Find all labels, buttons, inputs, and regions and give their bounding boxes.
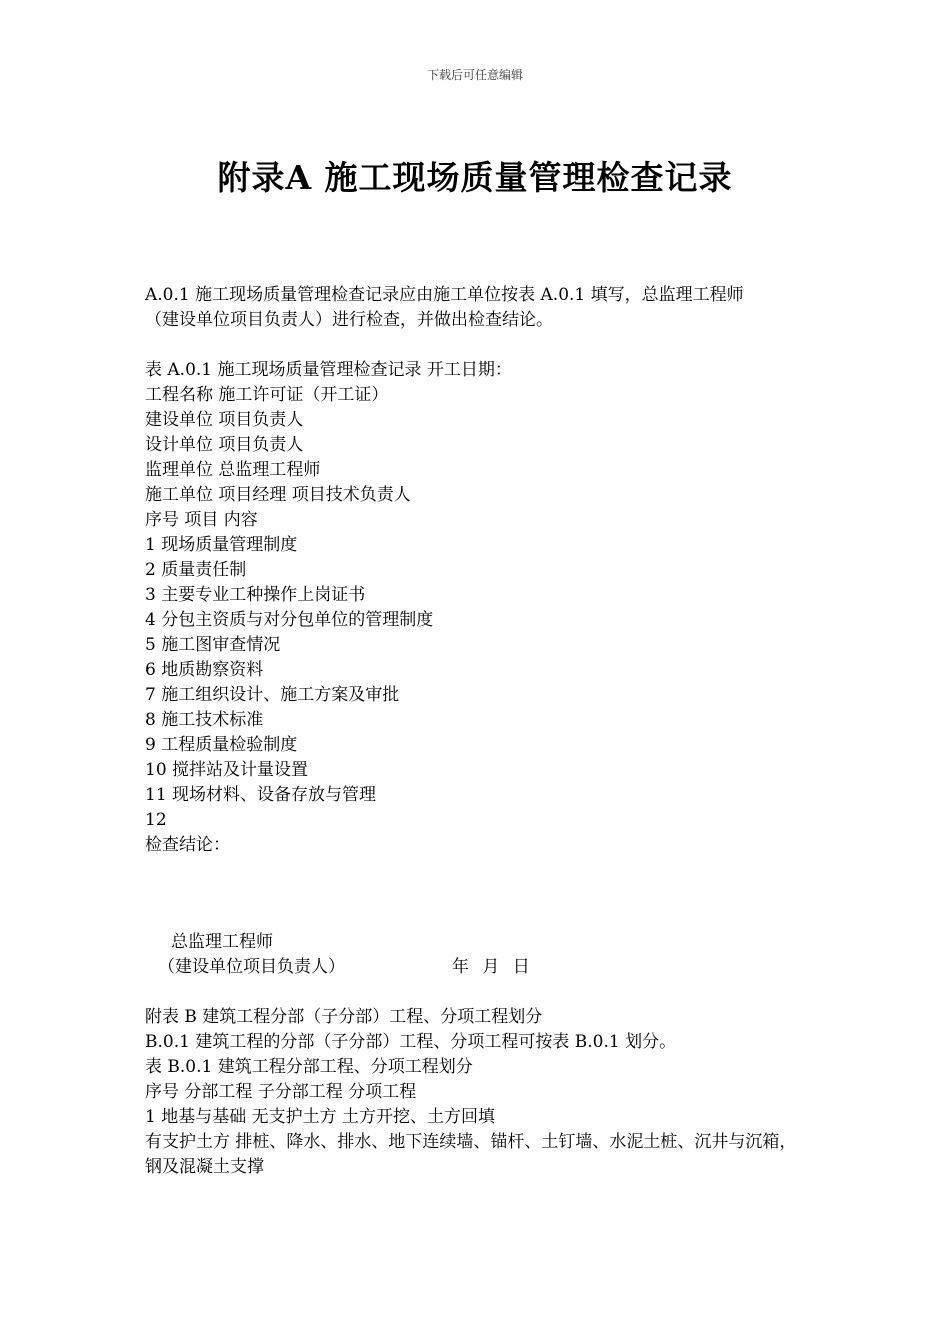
table-row: 设计单位 项目负责人 bbox=[145, 435, 304, 455]
table-row: 9 工程质量检验制度 bbox=[145, 735, 298, 755]
table-row: 2 质量责任制 bbox=[145, 560, 247, 580]
signature-role: 总监理工程师 bbox=[171, 932, 273, 952]
inspection-conclusion-label: 检查结论： bbox=[145, 835, 230, 855]
signature-date: 年 月 日 bbox=[452, 957, 530, 977]
appendix-b-content bbox=[145, 1005, 810, 1180]
intro-line: A.0.1 施工现场质量管理检查记录应由施工单位按表 A.0.1 填写，总监理工程师 bbox=[145, 285, 744, 305]
table-row: 3 主要专业工种操作上岗证书 bbox=[145, 585, 366, 605]
table-row: 11 现场材料、设备存放与管理 bbox=[145, 785, 377, 805]
intro-paragraph bbox=[145, 283, 810, 333]
signature-role-alt: （建设单位项目负责人） bbox=[158, 957, 345, 977]
table-caption: 表 A.0.1 施工现场质量管理检查记录 开工日期： bbox=[145, 360, 512, 380]
page-header: 下载后可任意编辑 bbox=[426, 68, 523, 82]
table-row: 有支护土方 排桩、降水、排水、地下连续墙、锚杆、土钉墙、水泥土桩、沉井与沉箱，钢及混凝土支撑 bbox=[145, 1132, 797, 1177]
table-row: 6 地质勘察资料 bbox=[145, 660, 264, 680]
appendix-b-line: B.0.1 建筑工程的分部（子分部）工程、分项工程可按表 B.0.1 划分。 bbox=[145, 1032, 677, 1052]
appendix-b-heading: 附表 B 建筑工程分部（子分部）工程、分项工程划分 bbox=[145, 1007, 543, 1027]
table-row: 施工单位 项目经理 项目技术负责人 bbox=[145, 485, 411, 505]
table-row: 工程名称 施工许可证（开工证） bbox=[145, 385, 389, 405]
table-row: 建设单位 项目负责人 bbox=[145, 410, 304, 430]
table-row: 8 施工技术标准 bbox=[145, 710, 264, 730]
table-row: 1 现场质量管理制度 bbox=[145, 535, 298, 555]
table-row: 7 施工组织设计、施工方案及审批 bbox=[145, 685, 400, 705]
table-row: 1 地基与基础 无支护土方 土方开挖、土方回填 bbox=[145, 1107, 496, 1127]
intro-line: （建设单位项目负责人）进行检查，并做出检查结论。 bbox=[145, 310, 553, 330]
table-a-content bbox=[145, 358, 810, 858]
table-caption: 表 B.0.1 建筑工程分部工程、分项工程划分 bbox=[145, 1057, 473, 1077]
table-row: 12 bbox=[145, 810, 167, 830]
table-row: 5 施工图审查情况 bbox=[145, 635, 281, 655]
table-row: 4 分包主资质与对分包单位的管理制度 bbox=[145, 610, 434, 630]
table-row: 监理单位 总监理工程师 bbox=[145, 460, 321, 480]
table-row: 10 搅拌站及计量设置 bbox=[145, 760, 309, 780]
table-header-row: 序号 项目 内容 bbox=[145, 510, 258, 530]
table-header-row: 序号 分部工程 子分部工程 分项工程 bbox=[145, 1082, 417, 1102]
document-title: 附录A 施工现场质量管理检查记录 bbox=[217, 158, 733, 197]
